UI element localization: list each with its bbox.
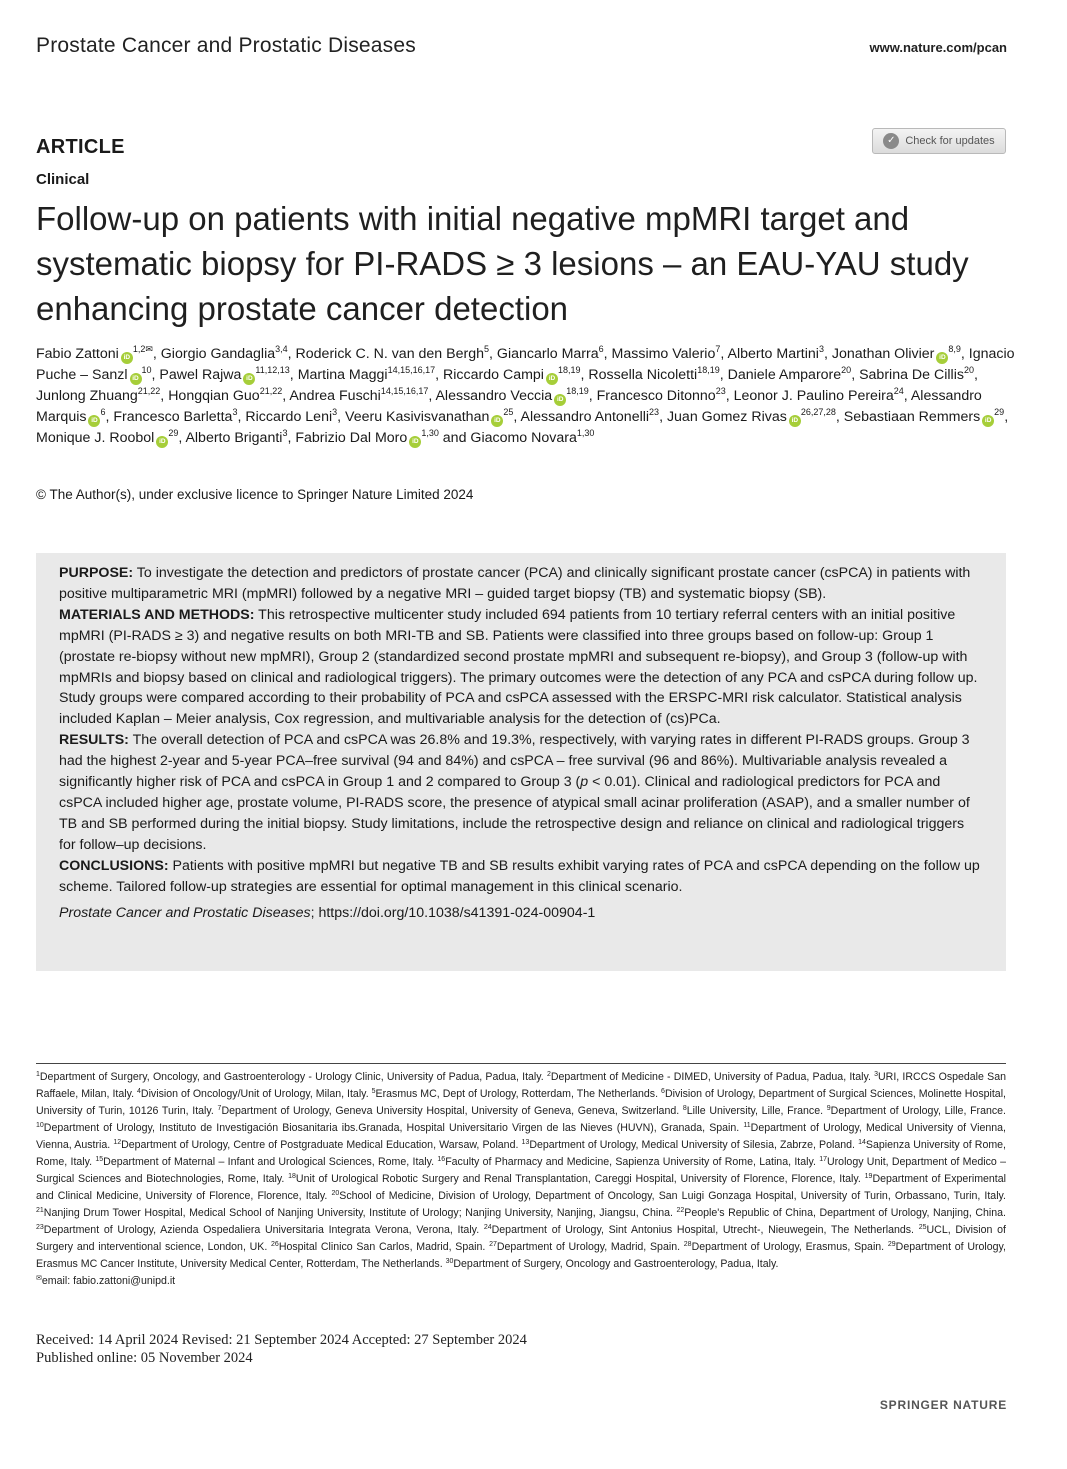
affiliation-text: UCL, Division of Surgery and interventional science, London, UK. (36, 1224, 1006, 1253)
author-name[interactable]: Hongqian Guo (168, 388, 260, 404)
dates-received-revised-accepted: Received: 14 April 2024 Revised: 21 September 2024 Accepted: 27 September 2024 (36, 1332, 527, 1348)
author-name[interactable]: Francesco Ditonno (596, 388, 716, 404)
affiliation-number: 7 (217, 1105, 222, 1112)
affiliation-number: 13 (521, 1139, 530, 1146)
article-section: Clinical (36, 171, 90, 188)
orcid-icon[interactable]: iD (491, 415, 503, 427)
author-affiliation-number: 1,2✉ (132, 344, 153, 354)
author-affiliation-number: 3,4 (275, 344, 288, 354)
affiliation-number: 30 (445, 1258, 454, 1265)
abstract-methods (59, 605, 984, 730)
author-name[interactable]: Pawel Rajwa (159, 367, 242, 383)
orcid-icon[interactable]: iD (156, 436, 168, 448)
author-name[interactable]: Ignacio Puche – Sanzl (36, 346, 1015, 383)
author-affiliation-number: 18,19 (557, 365, 581, 375)
author-name[interactable]: Juan Gomez Rivas (666, 409, 787, 425)
conclusions-label: CONCLUSIONS: (59, 857, 169, 874)
abstract-results (59, 730, 984, 855)
copyright-notice: © The Author(s), under exclusive licence to Springer Nature Limited 2024 (36, 487, 474, 502)
affiliation-text: Unit of Urological Robotic Surgery and Renal Transplantation, Careggi Hospital, University of Florence, Florence, Italy. (295, 1173, 865, 1185)
affiliation-text: Department of Urology, Lille, France. (830, 1105, 1006, 1117)
date-published-online: Published online: 05 November 2024 (36, 1350, 253, 1366)
purpose-text: To investigate the detection and predictors of prostate cancer (PCA) and clinically significant prostate cancer (csPCA) in patients with positive multiparametric MRI (mpMRI) followed by a negative MRI – guided target biopsy (TB) and systematic biopsy (SB). (59, 565, 971, 602)
affiliation-text: Department of Urology, Instituto de Investigación Biosanitaria ibs.Granada, Hospital Universitario Virgen de las Nieves (HUVN), Granada, Spain. (43, 1122, 744, 1134)
citation-doi[interactable]: ; https://doi.org/10.1038/s41391-024-00904-1 (310, 904, 596, 921)
orcid-icon[interactable]: iD (789, 415, 801, 427)
affiliation-text: Department of Urology, Sint Antonius Hospital, Utrecht-, Nieuwegein, The Netherlands. (491, 1224, 919, 1236)
author-affiliation-number: 3 (232, 407, 238, 417)
check-for-updates-label: Check for updates (905, 135, 995, 147)
author-affiliation-number: 6 (598, 344, 604, 354)
author-name[interactable]: Veeru Kasivisvanathan (345, 409, 490, 425)
author-affiliation-number: 1,30 (576, 428, 595, 438)
author-affiliation-number: 20 (841, 365, 852, 375)
journal-url[interactable]: www.nature.com/pcan (869, 40, 1007, 55)
author-name[interactable]: Sabrina De Cillis (859, 367, 964, 383)
author-name[interactable]: Daniele Amparore (727, 367, 842, 383)
affiliation-number: 26 (271, 1241, 279, 1248)
affiliation-text: Erasmus MC, Dept of Urology, Rotterdam, The Netherlands. (375, 1088, 662, 1100)
author-affiliation-number: 23 (649, 407, 660, 417)
affiliation-text: Department of Urology, Geneva University Hospital, University of Geneva, Geneva, Switzerland. (221, 1105, 683, 1117)
author-affiliation-number: 21,22 (259, 386, 283, 396)
author-name[interactable]: Junlong Zhuang (36, 388, 138, 404)
author-name[interactable]: Rossella Nicoletti (588, 367, 698, 383)
affiliation-number: 12 (113, 1139, 122, 1146)
affiliation-text: People's Republic of China, Department of Urology, Nanjing, China. (684, 1207, 1006, 1219)
abstract-purpose (59, 563, 984, 605)
author-list: Fabio Zattoni $iD^{1,2✉}$, Giorgio Gandaglia$^{3,4}$, Roderick C. N. van den Bergh$^5$, Giancarlo Marra$^6$, Massimo Valerio$^7$, Alberto Martini$^3$, Jonathan Olivier iD$^{8,9}$, Ignacio Puche – Sanzl $iD^{10}$, Pawel Rajwa iD$^{11,12,13}$, Martina Maggi$^{14,15,16,17}$, Riccardo Campi iD$^{18,19}$, Rossella Nicoletti$^{18,19}$, Daniele Amparore$^{20}$, Sabrina De Cillis$^{20}$, Junlong Zhuang$^{21,22}$, Hongqian Guo$^{21,22}$, Andrea Fuschi$^{14,15,16,17}$, Alessandro Veccia iD$^{18,19}$, Francesco Ditonno$^{23}$, Leonor J. Paulino Pereira$^{24}$, Alessandro Marquis $iD^6$, Francesco Barletta$^3$, Riccardo Leni$^3$, Veeru Kasivisvanathan $iD^{25}$, Alessandro Antonelli$^{23}$, Juan Gomez Rivas iD$^{26,27,28}$, Sebastiaan Remmers $iD^{29}$, Monique J. Roobol $iD^{29}$, Alberto Briganti$^3$, Fabrizio Dal Moro iD$^{1,30}$ and Giacomo Novara$^{1,30}$ (36, 344, 1015, 446)
article-title: Follow-up on patients with initial negative mpMRI target and systematic biopsy for PI-RADS ≥ 3 lesions – an EAU-YAU study enhancing prostate cancer detection (36, 200, 969, 327)
affiliation-number: 23 (36, 1224, 44, 1231)
affiliation-number: 16 (437, 1156, 446, 1163)
author-name[interactable]: Francesco Barletta (113, 409, 233, 425)
affiliation-number: 4 (137, 1088, 141, 1095)
author-affiliation-number: 21,22 (137, 386, 161, 396)
author-name[interactable]: Massimo Valerio (611, 346, 716, 362)
affiliation-text: Lille University, Lille, France. (686, 1105, 827, 1117)
affiliation-text: Department of Urology, Medical University of Vienna, Vienna, Austria. (36, 1122, 1006, 1151)
affiliation-text: Department of Surgery, Oncology and Gastroenterology, Padua, Italy. (453, 1258, 779, 1270)
author-name[interactable]: Martina Maggi (297, 367, 388, 383)
affiliation-text: Department of Experimental and Clinical Medicine, University of Florence, Florence, Italy. (36, 1173, 1006, 1202)
affiliation-text: Division of Oncology/Unit of Urology, Milan, Italy. (140, 1088, 372, 1100)
affiliation-text: Nanjing Drum Tower Hospital, Medical School of Nanjing University, Institute of Urology; Nanjing University, Nanjing, Jiangsu, China. (43, 1207, 677, 1219)
affiliation-text: Department of Maternal – Infant and Urological Sciences, Rome, Italy. (103, 1156, 438, 1168)
author-name[interactable]: Riccardo Campi (443, 367, 544, 383)
orcid-icon[interactable]: iD (546, 373, 558, 385)
author-affiliation-number: 3 (282, 428, 288, 438)
author-affiliation-number: 29 (168, 428, 179, 438)
affiliation-number: 21 (36, 1207, 44, 1214)
affiliation-number: 19 (864, 1173, 873, 1180)
author-name[interactable]: Alberto Martini (727, 346, 819, 362)
author-affiliation-number: 24 (893, 386, 904, 396)
affiliation-number: 27 (489, 1241, 497, 1248)
methods-label: MATERIALS AND METHODS: (59, 606, 255, 623)
affiliation-number: 14 (858, 1139, 866, 1146)
author-affiliation-number: 8,9 (948, 344, 961, 354)
affiliation-number: 3 (874, 1071, 879, 1078)
affiliation-text: URI, IRCCS Ospedale San Raffaele, Milan, Italy. (36, 1071, 1006, 1100)
author-affiliation-number: 10 (141, 365, 152, 375)
publisher-logo: SPRINGER NATURE (879, 1398, 1007, 1412)
author-affiliation-number: 3 (332, 407, 338, 417)
affiliation-text: Department of Urology, Centre of Postgraduate Medical Education, Warsaw, Poland. (121, 1139, 522, 1151)
affiliation-text: Department of Urology, Erasmus MC Cancer Institute, University Medical Center, Rotterdam, The Netherlands. (36, 1241, 1006, 1270)
orcid-icon[interactable]: iD (121, 352, 133, 364)
affiliation-number: 6 (661, 1088, 665, 1095)
affiliation-number: 5 (371, 1088, 376, 1095)
journal-name: Prostate Cancer and Prostatic Diseases (36, 34, 416, 57)
author-name[interactable]: Giorgio Gandaglia (160, 346, 276, 362)
author-affiliation-number: 26,27,28 (800, 407, 836, 417)
article-type: ARTICLE (36, 136, 125, 158)
affiliation-text: Urology Unit, Department of Medico – Surgical Sciences and Biotechnologies, Rome, Italy. (36, 1156, 1006, 1185)
email-icon: ✉ (36, 1275, 42, 1282)
orcid-icon[interactable]: iD (88, 415, 100, 427)
affiliation-number: 29 (887, 1241, 896, 1248)
affiliation-number: 1 (36, 1071, 40, 1078)
affiliation-number: 11 (743, 1122, 751, 1129)
affiliation-number: 17 (819, 1156, 827, 1163)
author-affiliation-number: 18,19 (566, 386, 589, 396)
author-name[interactable]: Fabrizio Dal Moro (295, 430, 408, 446)
check-updates-icon: ✓ (883, 133, 899, 149)
affiliation-text: Department of Urology, Erasmus, Spain. (691, 1241, 888, 1253)
affiliation-number: 28 (683, 1241, 692, 1248)
author-name[interactable]: Leonor J. Paulino Pereira (733, 388, 894, 404)
orcid-icon[interactable]: iD (130, 373, 142, 385)
author-name[interactable]: Roderick C. N. van den Bergh (295, 346, 485, 362)
author-affiliation-number: 23 (715, 386, 726, 396)
author-affiliation-number: 18,19 (697, 365, 720, 375)
conclusions-text: Patients with positive mpMRI but negative TB and SB results exhibit varying rates of PCA and csPCA depending on the follow up scheme. Tailored follow-up strategies are essential for optimal management in this clinical scenario. (59, 857, 980, 895)
author-affiliation-number: 6 (100, 407, 106, 417)
author-affiliation-number: 1,30 (421, 428, 439, 438)
author-affiliation-number: 5 (484, 344, 490, 354)
corresponding-email[interactable]: email: fabio.zattoni@unipd.it (41, 1275, 176, 1287)
orcid-icon[interactable]: iD (982, 415, 994, 427)
author-affiliation-number: 11,12,13 (255, 365, 290, 375)
author-name[interactable]: Alessandro Veccia (435, 388, 553, 404)
author-affiliation-number: 25 (503, 407, 514, 417)
affiliations (36, 1069, 1006, 1290)
affiliation-number: 15 (95, 1156, 104, 1163)
affiliation-text: Department of Urology, Madrid, Spain. (496, 1241, 684, 1253)
methods-text: This retrospective multicenter study included 694 patients from 10 tertiary referral centers with an initial positive mpMRI (PI-RADS ≥ 3) and negative results on both MRI-TB and SB. Patients were classified into three groups based on follow-up: Group 1 (prostate re-biopsy without new mpMRI), Group 2 (standardized second prostate mpMRI and subsequent re-biopsy), and Group 3 (follow-up with mpMRIs and biopsy based on clinical and radiological triggers). The primary outcomes were the detection of any PCA and csPCA during follow up. Study groups were compared according to their probability of PCA and csPCA assessed with the ERSPC-MRI risk calculator. Statistical analysis included Kaplan – Meier analysis, Cox regression, and multivariable analysis for the detection of (cs)PCa. (59, 606, 978, 728)
results-label: RESULTS: (59, 732, 129, 749)
results-text: The overall detection of PCA and csPCA was 26.8% and 19.3%, respectively, with varying rates in different PI-RADS groups. Group 3 had the highest 2-year and 5-year PCA–free survival (94 and 84%) and csPCA – free survival (96 and 86%). Multivariable analysis revealed a significantly higher risk of PCA and csPCA in Group 1 and 2 compared to Group 3 ( (59, 732, 970, 791)
affiliation-text: Faculty of Pharmacy and Medicine, Sapienza University of Rome, Latina, Italy. (445, 1156, 820, 1168)
author-name[interactable]: Jonathan Olivier (831, 346, 935, 362)
author-affiliation-number: 20 (963, 365, 974, 375)
results-p-symbol: p (580, 774, 589, 791)
affiliation-text: Hospital Clinico San Carlos, Madrid, Spain. (278, 1241, 490, 1253)
orcid-icon[interactable]: iD (243, 373, 255, 385)
affiliation-text: Sapienza University of Rome, Rome, Italy. (36, 1139, 1006, 1168)
affiliation-number: 25 (918, 1224, 927, 1231)
affiliation-text: Department of Surgery, Oncology, and Gastroenterology - Urology Clinic, University of Padua, Padua, Italy. (39, 1071, 547, 1083)
author-affiliation-number: 7 (715, 344, 721, 354)
affiliation-number: 18 (288, 1173, 296, 1180)
author-name[interactable]: Sebastiaan Remmers (843, 409, 981, 425)
footnote-divider (36, 1063, 1006, 1064)
author-affiliation-number: 29 (994, 407, 1005, 417)
author-name[interactable]: Andrea Fuschi (289, 388, 381, 404)
purpose-label: PURPOSE: (59, 565, 134, 581)
author-affiliation-number: 3 (818, 344, 824, 354)
affiliation-text: School of Medicine, Division of Urology, Department of Oncology, San Luigi Gonzaga Hospital, University of Turin, Orbassano, Turin, Italy. (339, 1190, 1007, 1202)
orcid-icon[interactable]: iD (409, 436, 421, 448)
author-name[interactable]: Alessandro Antonelli (520, 409, 650, 425)
affiliation-number: 9 (826, 1105, 831, 1112)
author-name[interactable]: Giacomo Novara (470, 430, 577, 446)
citation (59, 903, 984, 924)
author-name[interactable]: Riccardo Leni (245, 409, 333, 425)
results-text-cont: < 0.01). Clinical and radiological predictors for PCA and csPCA included higher age, prostate volume, PI-RADS score, the presence of atypical small acinar proliferation (ASAP), and a smaller number of TB and SB performed during the initial biopsy. Study limitations, include the retrospective design and reliance on clinical and radiological triggers for follow–up decisions. (59, 774, 970, 853)
orcid-icon[interactable]: iD (554, 394, 566, 406)
abstract-conclusions (59, 856, 984, 898)
affiliation-number: 20 (331, 1190, 340, 1197)
author-name[interactable]: Alessandro Marquis (36, 388, 982, 425)
abstract-box (36, 553, 1006, 971)
orcid-icon[interactable]: iD (936, 352, 948, 364)
affiliation-number: 22 (676, 1207, 685, 1214)
affiliation-number: 8 (682, 1105, 687, 1112)
author-name[interactable]: Alberto Briganti (185, 430, 283, 446)
author-affiliation-number: 14,15,16,17 (387, 365, 436, 375)
author-name[interactable]: Monique J. Roobol (36, 430, 155, 446)
author-name[interactable]: Giancarlo Marra (496, 346, 599, 362)
author-affiliation-number: 14,15,16,17 (380, 386, 429, 396)
affiliation-text: Department of Urology, Azienda Ospedaliera Universitaria Integrata Verona, Verona, Italy. (43, 1224, 484, 1236)
affiliation-number: 10 (36, 1122, 44, 1129)
publication-dates (36, 1331, 527, 1367)
author-name[interactable]: Fabio Zattoni (36, 346, 119, 362)
affiliation-text: Department of Urology, Medical University of Silesia, Zabrze, Poland. (529, 1139, 859, 1151)
check-for-updates-button[interactable] (872, 128, 1006, 154)
citation-journal: Prostate Cancer and Prostatic Diseases (59, 904, 311, 921)
affiliation-text: Department of Medicine - DIMED, University of Padua, Padua, Italy. (550, 1071, 875, 1083)
affiliation-text: Division of Urology, Department of Surgical Sciences, Molinette Hospital, University of Turin, 10126 Turin, Italy. (36, 1088, 1006, 1117)
affiliation-number: 2 (546, 1071, 551, 1078)
affiliation-number: 24 (483, 1224, 492, 1231)
